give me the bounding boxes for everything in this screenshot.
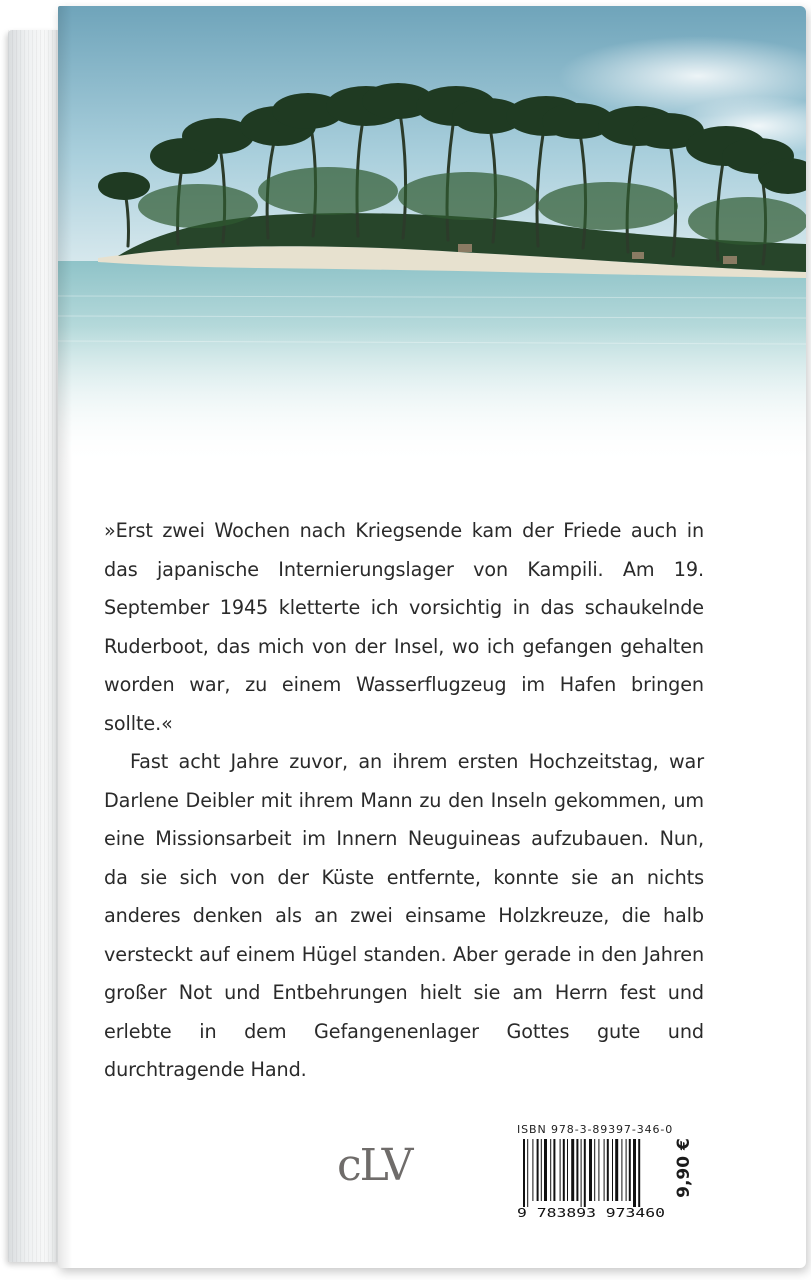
publisher-logo: cLV xyxy=(337,1140,412,1191)
barcode-bar xyxy=(581,1139,582,1207)
cover-photo xyxy=(58,6,806,466)
barcode-bar xyxy=(621,1139,622,1201)
blurb-quote-paragraph: »Erst zwei Wochen nach Kriegsende kam der Friede auch in das japanische Internierungslager von Kampili. Am 19. September 1945 kletterte ich vorsichtig in das schaukelnde Ruderboot, das mich von der Insel, wo ich gefangen gehalten worden war, zu einem Wasserflugzeug im Hafen bringen sollte.« xyxy=(104,519,704,735)
barcode-bar xyxy=(571,1139,574,1201)
barcode-bar xyxy=(532,1139,533,1201)
barcode-bar xyxy=(598,1139,599,1201)
barcode-bar xyxy=(612,1139,613,1201)
blurb-summary-paragraph: Fast acht Jahre zuvor, an ihrem ersten Hochzeitstag, war Darlene Deibler mit ihrem Mann zu den Inseln gekommen, um eine Missionsarbeit im Innern Neuguineas aufzubauen. Nun, da sie sich von der Küste entfernte, konnte sie an nichts anderes denken als an zwei einsame Holzkreuze, die halb versteckt auf einem Hügel standen. Aber gerade in den Jahren großer Not und Entbehrungen hielt sie am Herrn fest und erlebte in dem Gefangenenlager Gottes gute und durchtragende Hand. xyxy=(104,750,704,1081)
barcode-bar xyxy=(584,1139,586,1207)
barcode-bar xyxy=(589,1139,592,1201)
barcode-bar xyxy=(607,1139,609,1201)
back-cover-blurb xyxy=(104,512,704,1090)
spine-shadow xyxy=(58,6,72,1268)
barcode-bar xyxy=(553,1139,555,1201)
barcode-digits: 9 783893 973460 xyxy=(517,1206,665,1219)
barcode-bar xyxy=(541,1139,542,1201)
isbn-label: ISBN 978-3-89397-346-0 xyxy=(517,1123,674,1136)
barcode-bar xyxy=(523,1139,525,1207)
barcode-bar xyxy=(550,1139,551,1201)
barcode-bar xyxy=(527,1139,528,1207)
barcode-bar xyxy=(629,1139,631,1201)
barcode-bar xyxy=(604,1139,605,1201)
barcode-bar xyxy=(563,1139,565,1201)
barcode-bar xyxy=(567,1139,568,1201)
barcode-bar xyxy=(626,1139,627,1201)
barcode-bar xyxy=(633,1139,636,1207)
barcode-bars xyxy=(517,1139,667,1219)
barcode-bar xyxy=(615,1139,618,1201)
barcode-bar xyxy=(594,1139,595,1201)
barcode-bar xyxy=(544,1139,547,1201)
price-label: 9,90 € xyxy=(674,1138,694,1198)
price-tag xyxy=(672,1120,696,1216)
barcode-bar xyxy=(537,1139,539,1201)
book-page-edge xyxy=(8,30,60,1262)
barcode-bar xyxy=(560,1139,561,1201)
barcode-bar xyxy=(576,1139,578,1201)
barcode-bar xyxy=(638,1139,640,1207)
